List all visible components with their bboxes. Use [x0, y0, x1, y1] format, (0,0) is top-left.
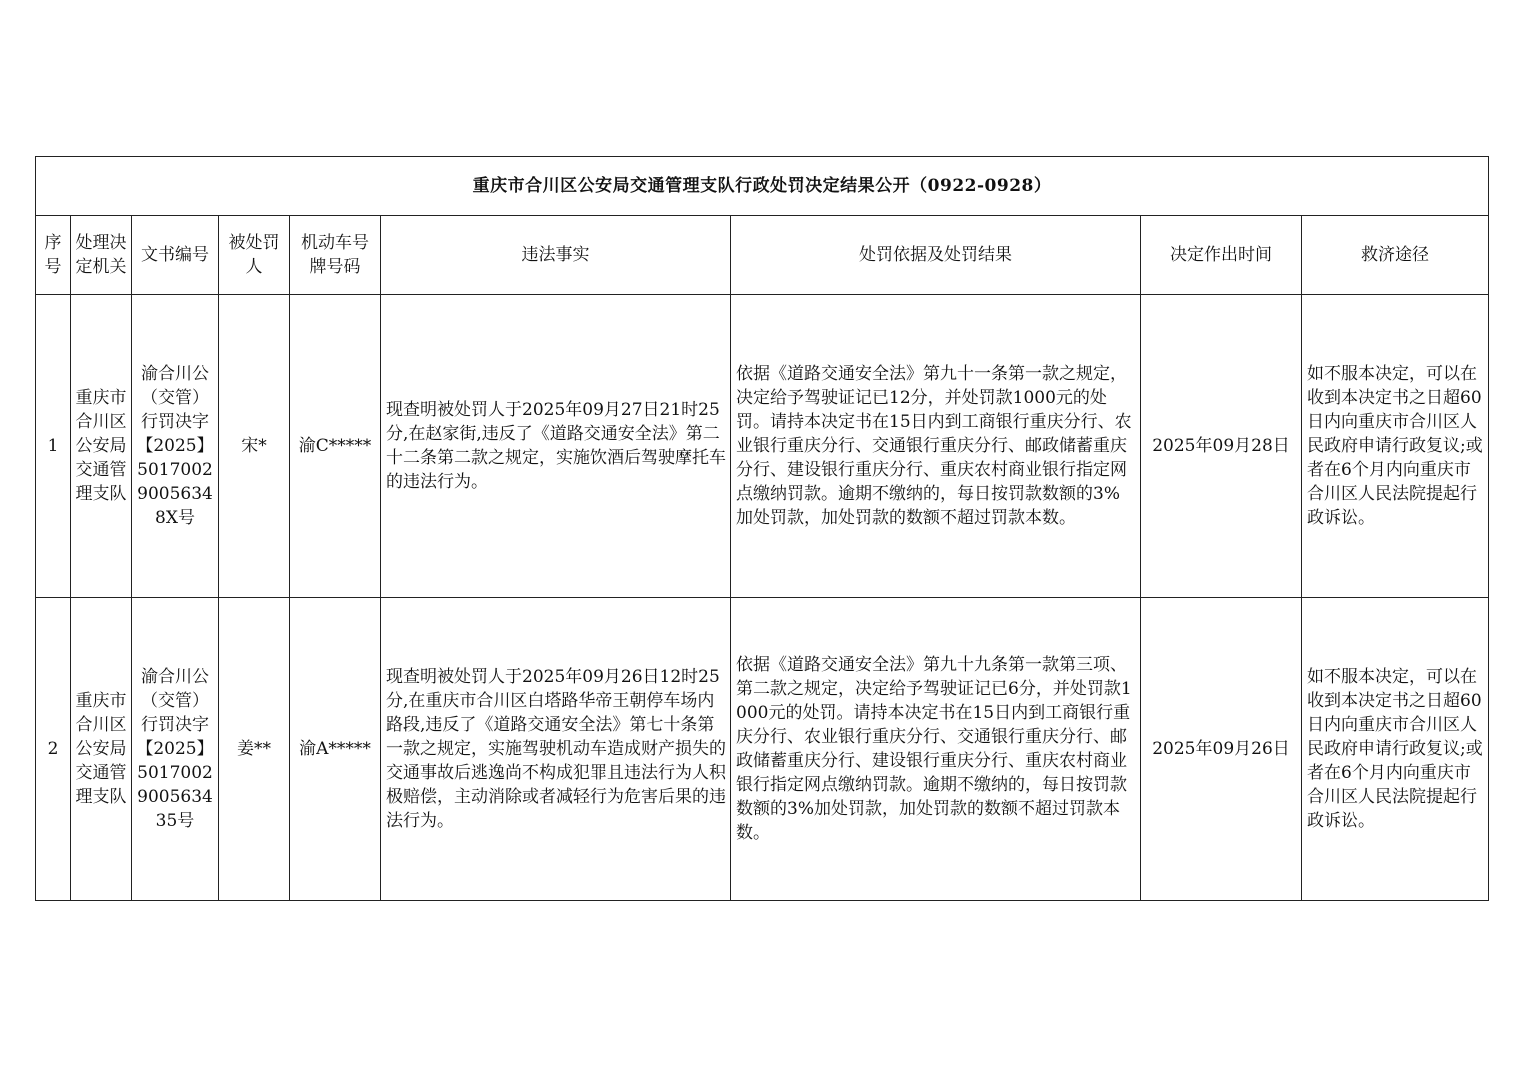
row-facts: 现查明被处罚人于2025年09月27日21时25分,在赵家街,违反了《道路交通安全法》第二十二条第二款之规定，实施饮酒后驾驶摩托车的违法行为。	[381, 295, 731, 598]
header-facts: 违法事实	[381, 216, 731, 295]
page-title: 重庆市合川区公安局交通管理支队行政处罚决定结果公开（0922-0928）	[36, 157, 1489, 216]
row-person: 姜**	[219, 598, 290, 901]
row-basis: 依据《道路交通安全法》第九十一条第一款之规定，决定给予驾驶证记已12分，并处罚款1000元的处罚。请持本决定书在15日内到工商银行重庆分行、农业银行重庆分行、交通银行重庆分行、邮政储蓄重庆分行、建设银行重庆分行、重庆农村商业银行指定网点缴纳罚款。逾期不缴纳的，每日按罚款数额的3%加处罚款，加处罚款的数额不超过罚款本数。	[731, 295, 1141, 598]
header-plate: 机动车号牌号码	[290, 216, 381, 295]
row-facts: 现查明被处罚人于2025年09月26日12时25分,在重庆市合川区白塔路华帝王朝停车场内路段,违反了《道路交通安全法》第七十条第一款之规定，实施驾驶机动车造成财产损失的交通事故后逃逸尚不构成犯罪且违法行为人积极赔偿，主动消除或者减轻行为危害后果的违法行为。	[381, 598, 731, 901]
header-authority: 处理决定机关	[71, 216, 132, 295]
table-row	[36, 598, 1489, 901]
row-authority: 重庆市合川区公安局交通管理支队	[71, 598, 132, 901]
row-doc-no: 渝合川公（交管）行罚决字【2025】501700290056348X号	[132, 295, 219, 598]
penalty-table	[35, 156, 1489, 901]
header-basis: 处罚依据及处罚结果	[731, 216, 1141, 295]
row-plate: 渝C*****	[290, 295, 381, 598]
row-authority: 重庆市合川区公安局交通管理支队	[71, 295, 132, 598]
row-doc-no: 渝合川公（交管）行罚决字【2025】5017002900563435号	[132, 598, 219, 901]
row-remedy: 如不服本决定，可以在收到本决定书之日超60日内向重庆市合川区人民政府申请行政复议;或者在6个月内向重庆市合川区人民法院提起行政诉讼。	[1302, 295, 1489, 598]
row-person: 宋*	[219, 295, 290, 598]
header-row	[36, 216, 1489, 295]
header-person: 被处罚人	[219, 216, 290, 295]
header-remedy: 救济途径	[1302, 216, 1489, 295]
row-time: 2025年09月28日	[1141, 295, 1302, 598]
row-time: 2025年09月26日	[1141, 598, 1302, 901]
row-seq: 1	[36, 295, 71, 598]
header-time: 决定作出时间	[1141, 216, 1302, 295]
header-seq: 序号	[36, 216, 71, 295]
row-plate: 渝A*****	[290, 598, 381, 901]
header-doc-no: 文书编号	[132, 216, 219, 295]
row-seq: 2	[36, 598, 71, 901]
table-row	[36, 295, 1489, 598]
row-basis: 依据《道路交通安全法》第九十九条第一款第三项、第二款之规定，决定给予驾驶证记已6分，并处罚款1000元的处罚。请持本决定书在15日内到工商银行重庆分行、农业银行重庆分行、交通银行重庆分行、邮政储蓄重庆分行、建设银行重庆分行、重庆农村商业银行指定网点缴纳罚款。逾期不缴纳的，每日按罚款数额的3%加处罚款，加处罚款的数额不超过罚款本数。	[731, 598, 1141, 901]
row-remedy: 如不服本决定，可以在收到本决定书之日超60日内向重庆市合川区人民政府申请行政复议;或者在6个月内向重庆市合川区人民法院提起行政诉讼。	[1302, 598, 1489, 901]
